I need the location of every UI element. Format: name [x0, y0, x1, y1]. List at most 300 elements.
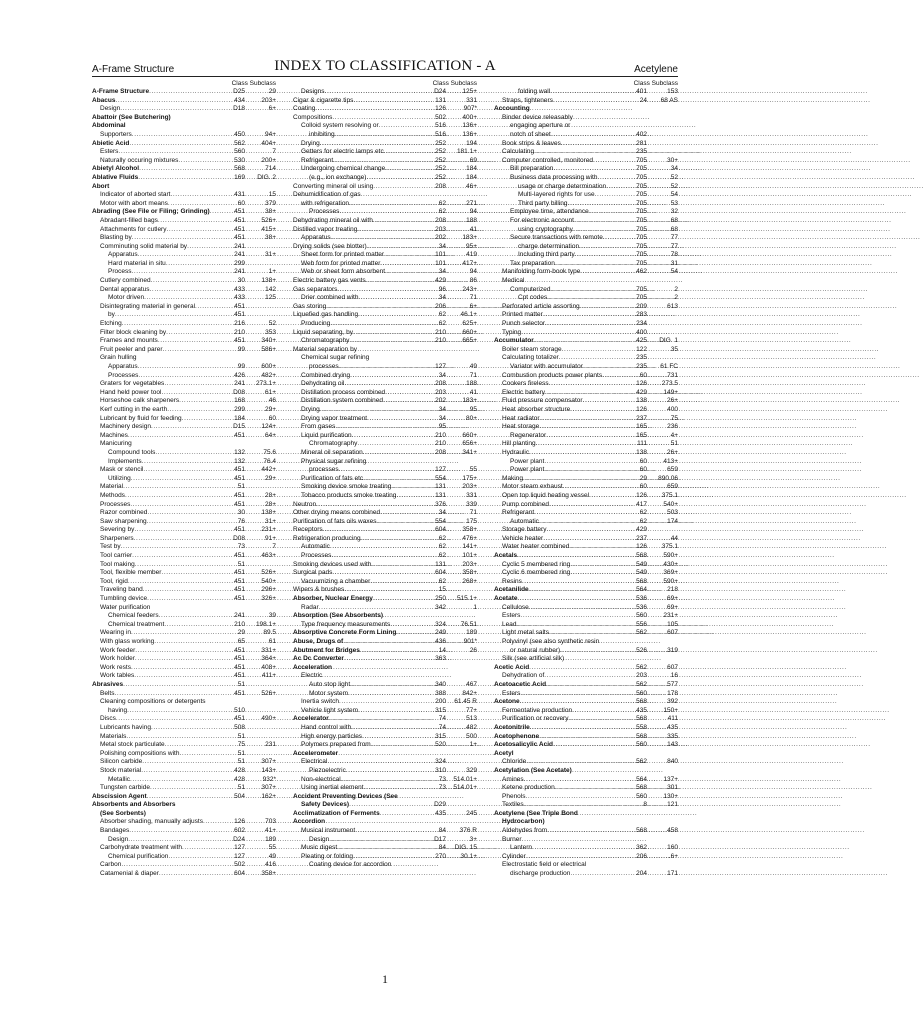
entry-term: Cyclic 6 membered ring	[502, 569, 571, 577]
entry-subclass: 307+	[261, 784, 276, 792]
entry-subclass: 218	[667, 586, 678, 594]
index-entry	[494, 733, 678, 742]
entry-class: 126	[435, 105, 446, 113]
entry-subclass: 77+	[465, 706, 477, 714]
index-entry	[293, 329, 477, 338]
leader-dots	[530, 724, 622, 733]
leader-dots	[540, 415, 622, 424]
leader-dots	[526, 793, 623, 802]
index-entry	[293, 114, 477, 123]
leader-dots	[579, 243, 622, 252]
entry-class: 203	[636, 672, 647, 680]
entry-class: 363	[435, 655, 446, 663]
entry-subclass: 71	[469, 509, 477, 517]
index-entry	[293, 243, 477, 252]
entry-class: 216	[234, 320, 245, 328]
entry-class: 562	[636, 758, 647, 766]
index-entry	[293, 655, 477, 664]
entry-class: 315	[435, 706, 446, 714]
index-entry	[494, 268, 678, 277]
entry-term: Saw sharpening	[100, 517, 147, 525]
entry-term: With glass working	[100, 638, 155, 645]
entry-class: 235	[636, 148, 647, 156]
index-entry	[293, 707, 477, 716]
leader-dots	[562, 346, 622, 355]
entry-term: Acetanilide	[494, 586, 529, 594]
leader-dots	[319, 604, 421, 613]
entry-term: Type frequency measurements	[301, 620, 391, 628]
leader-dots	[367, 243, 421, 252]
entry-class: 51	[237, 732, 245, 740]
entry-class: 429	[636, 388, 647, 396]
leader-dots	[125, 492, 220, 501]
entry-class: 564	[636, 586, 647, 594]
entry-subclass: 76.51	[460, 620, 477, 628]
index-entry	[494, 604, 678, 613]
index-columns	[92, 79, 678, 879]
entry-class: 462	[636, 268, 647, 276]
entry-subclass: 540+	[663, 500, 678, 508]
entry-term: Metallic	[108, 775, 131, 783]
index-entry	[293, 621, 477, 630]
entry-term: From gases	[301, 423, 336, 431]
leader-dots	[555, 260, 622, 269]
leader-dots	[366, 174, 421, 183]
entry-class: 60	[639, 483, 647, 491]
index-entry	[494, 294, 678, 303]
entry-term: Tool, flexible member	[100, 569, 162, 577]
entry-term: Graters for vegetables	[100, 380, 165, 388]
leader-dots	[122, 320, 220, 329]
entry-subclass: 149+	[663, 388, 678, 396]
entry-term: Grain hulling	[100, 354, 137, 362]
entry-class: 705	[636, 199, 647, 207]
header-rule	[92, 76, 678, 77]
entry-class: 568	[636, 698, 647, 706]
index-entry	[92, 174, 276, 183]
index-entry	[494, 552, 678, 561]
entry-class: 281	[636, 139, 647, 147]
entry-class: 451	[234, 646, 245, 654]
entry-class: 705	[636, 165, 647, 173]
entry-subclass: 375.1	[661, 491, 678, 499]
index-entry	[92, 578, 276, 587]
leader-dots	[203, 818, 220, 827]
entry-subclass: 38+	[264, 234, 276, 242]
leader-dots	[526, 853, 622, 862]
entry-term: or natural rubber)	[510, 646, 561, 654]
entry-term: Cyclic 5 membered ring	[502, 560, 571, 568]
index-entry	[494, 853, 678, 862]
leader-dots	[154, 638, 220, 647]
entry-term: Automatic	[510, 517, 539, 525]
entry-term: (e.g., ion exchange)	[309, 173, 367, 181]
entry-class: 502	[435, 113, 446, 121]
leader-dots	[195, 303, 220, 312]
entry-term: Stock material	[100, 766, 142, 774]
entry-term: Phenols	[502, 792, 526, 800]
entry-class: 15	[438, 586, 446, 594]
entry-term: Abrasives	[92, 680, 124, 688]
entry-class: 510	[234, 706, 245, 714]
entry-class: 451	[234, 655, 245, 663]
index-entry	[92, 767, 276, 776]
entry-class: 568	[636, 732, 647, 740]
leader-dots	[161, 569, 220, 578]
entry-class: 402	[636, 130, 647, 138]
entry-subclass: 125+	[462, 88, 477, 95]
index-entry	[494, 741, 678, 750]
entry-subclass: 901*	[463, 638, 477, 645]
leader-dots	[166, 329, 220, 338]
leader-dots	[384, 251, 421, 260]
leader-dots	[344, 655, 421, 664]
entry-class: 283	[636, 311, 647, 319]
entry-class: 250	[435, 595, 446, 603]
entry-subclass: 68	[670, 216, 678, 224]
entry-class: 14	[438, 646, 446, 654]
entry-class: 241	[234, 242, 245, 250]
entry-class: 705	[636, 173, 647, 181]
entry-class: 60	[237, 199, 245, 207]
index-entry	[92, 741, 276, 750]
entry-term: Motor driven	[108, 294, 145, 302]
leader-dots	[335, 131, 421, 140]
leader-dots	[155, 449, 220, 458]
index-entry	[293, 681, 477, 690]
leader-dots	[360, 647, 421, 656]
entry-subclass: 71	[469, 294, 477, 302]
entry-subclass: 26+	[666, 448, 678, 456]
index-entry	[494, 260, 678, 269]
entry-class: 34	[438, 268, 446, 276]
leader-dots	[126, 733, 220, 742]
leader-dots	[371, 561, 421, 570]
entry-class: 549	[636, 560, 647, 568]
leader-dots	[549, 629, 622, 638]
entry-term: Musical instrument	[301, 827, 356, 835]
entry-class: 208	[435, 216, 446, 224]
index-entry	[92, 707, 276, 716]
entry-term: Manicuring	[100, 440, 132, 448]
entry-term: Tool carrier	[100, 552, 133, 560]
entry-term: processes	[309, 363, 339, 370]
leader-dots	[130, 501, 220, 510]
entry-subclass: 171	[667, 870, 678, 878]
leader-dots	[380, 260, 421, 269]
leader-dots	[547, 294, 622, 303]
entry-term: Gas storing	[293, 302, 327, 310]
entry-subclass: 458	[667, 827, 678, 835]
entry-term: Undergoing chemical change	[301, 165, 386, 173]
entry-subclass: 39	[268, 612, 276, 620]
entry-term: Computer controlled, monitored	[502, 156, 594, 164]
index-entry	[92, 200, 276, 209]
index-entry	[293, 750, 477, 759]
index-entry	[293, 217, 477, 226]
entry-term: Filter block cleaning by	[100, 328, 167, 336]
entry-subclass: 178	[667, 689, 678, 697]
entry-term: Tobacco products smoke treating	[301, 491, 397, 499]
entry-subclass: 660+	[462, 328, 477, 336]
entry-class: 451	[234, 595, 245, 603]
entry-subclass: 411+	[261, 672, 276, 680]
index-entry	[494, 836, 678, 845]
entry-subclass: 665+	[462, 337, 477, 345]
entry-class: 428	[234, 775, 245, 783]
entry-term: Sharpeners	[100, 534, 134, 542]
entry-class: 127	[435, 466, 446, 474]
entry-term: Chemical purification	[108, 852, 169, 860]
index-entry	[92, 234, 276, 243]
index-entry	[293, 475, 477, 484]
entry-class: 252	[435, 173, 446, 181]
entry-term: Piezoelectric	[309, 766, 346, 774]
entry-class: 568	[636, 552, 647, 560]
entry-subclass: 714	[265, 165, 276, 173]
index-entry	[293, 251, 477, 260]
leader-dots	[583, 397, 622, 406]
entry-term: Coating device for accordion	[309, 861, 392, 869]
leader-dots	[121, 861, 220, 870]
entry-subclass: 30+	[666, 156, 678, 164]
entry-subclass: 75	[670, 414, 678, 422]
entry-class: 126	[636, 543, 647, 551]
entry-term: Music digest	[301, 844, 338, 852]
index-entry	[494, 690, 678, 699]
index-entry	[92, 294, 276, 303]
entry-class: 249	[435, 629, 446, 637]
entry-class: 208	[435, 448, 446, 456]
entry-term: Chemical feeders	[108, 612, 159, 620]
index-entry	[494, 140, 678, 149]
entry-class: 705	[636, 208, 647, 216]
entry-subclass: 55	[469, 466, 477, 474]
leader-dots	[128, 836, 220, 845]
entry-subclass: 52	[670, 182, 678, 190]
entry-class: 200	[435, 698, 446, 706]
entry-subclass: 476+	[462, 534, 477, 542]
index-entry	[92, 208, 276, 217]
index-entry	[92, 827, 276, 836]
entry-class: 508	[234, 723, 245, 731]
index-entry	[494, 346, 678, 355]
index-entry	[494, 277, 678, 286]
entry-term: notch of sheet	[510, 130, 551, 138]
entry-term: A-Frame Structure	[92, 88, 150, 95]
index-entry	[92, 492, 276, 501]
index-entry	[92, 655, 276, 664]
index-entry	[92, 88, 276, 97]
leader-dots	[560, 647, 622, 656]
leader-dots	[563, 483, 622, 492]
entry-term: Wearing in	[100, 629, 131, 637]
index-entry	[494, 97, 678, 106]
entry-term: Cigar & cigarette tips	[293, 96, 354, 104]
entry-subclass: 6+	[268, 105, 276, 113]
entry-subclass: 339	[466, 500, 477, 508]
entry-term: Wipers & brushes	[293, 586, 345, 594]
index-entry	[494, 432, 678, 441]
entry-class: 451	[234, 302, 245, 310]
entry-class: 451	[234, 491, 245, 499]
entry-subclass: 26+	[666, 397, 678, 405]
entry-class: 73	[237, 543, 245, 551]
entry-term: Frames and mounts	[100, 337, 158, 345]
entry-subclass: 143	[667, 741, 678, 749]
entry-term: Esters	[502, 689, 521, 697]
leader-dots	[164, 380, 220, 389]
leader-dots	[168, 853, 220, 862]
entry-class: 62	[438, 534, 446, 542]
leader-dots	[517, 595, 622, 604]
entry-subclass: 125	[265, 294, 276, 302]
index-entry	[494, 122, 678, 131]
entry-term: Absorber shading, manually adjusts	[100, 818, 203, 826]
index-entry	[92, 372, 276, 381]
entry-class: 202	[435, 397, 446, 405]
entry-class: 604	[234, 870, 245, 878]
entry-term: Acetyl	[494, 749, 514, 757]
leader-dots	[150, 784, 220, 793]
index-entry	[293, 776, 477, 785]
entry-term: Resins	[502, 577, 522, 585]
index-entry	[494, 303, 678, 312]
entry-subclass: 136+	[462, 130, 477, 138]
leader-dots	[532, 844, 622, 853]
entry-term: Storage battery	[502, 526, 547, 534]
entry-subclass: 435	[667, 723, 678, 731]
leader-dots	[341, 776, 421, 785]
leader-dots	[391, 483, 421, 492]
entry-term: Inertia switch	[301, 698, 339, 706]
index-entry	[494, 569, 678, 578]
entry-term: Machinery design	[100, 423, 151, 431]
index-entry	[92, 818, 276, 827]
leader-dots	[123, 681, 220, 690]
index-entry	[293, 578, 477, 587]
entry-class: 426	[234, 371, 245, 379]
entry-subclass: 659	[667, 466, 678, 474]
entry-subclass: 80+	[465, 414, 477, 422]
entry-subclass: 656+	[462, 440, 477, 448]
entry-class: 203	[435, 388, 446, 396]
entry-class: 604	[435, 569, 446, 577]
leader-dots	[151, 277, 220, 286]
entry-term: Combustion products power plants	[502, 371, 603, 379]
index-entry	[494, 818, 678, 827]
leader-dots	[178, 157, 220, 166]
leader-dots	[127, 707, 220, 716]
entry-subclass: 245	[466, 809, 477, 817]
index-column-2	[293, 79, 477, 879]
leader-dots	[120, 105, 220, 114]
leader-dots	[547, 827, 622, 836]
index-entry	[92, 346, 276, 355]
leader-dots	[362, 733, 421, 742]
entry-term: Water purification	[100, 603, 151, 611]
index-entry	[92, 397, 276, 406]
entry-class: 425	[636, 337, 647, 345]
index-entry	[494, 870, 678, 879]
index-entry	[293, 234, 477, 243]
entry-class: D15	[233, 423, 245, 431]
entry-term: Accelerometer	[293, 749, 339, 757]
index-entry	[293, 140, 477, 149]
leader-dots	[147, 793, 220, 802]
leader-dots	[339, 363, 421, 372]
index-entry	[494, 466, 678, 475]
leader-dots	[128, 432, 220, 441]
index-entry	[494, 827, 678, 836]
entry-subclass: 61+	[264, 388, 276, 396]
entry-subclass: 142	[265, 285, 276, 293]
entry-term: Ketene production	[502, 784, 555, 792]
entry-term: Medical	[502, 277, 525, 285]
entry-subclass: 590+	[663, 552, 678, 560]
index-entry	[293, 552, 477, 561]
entry-subclass: 51	[670, 440, 678, 448]
index-entry	[293, 836, 477, 845]
leader-dots	[570, 561, 622, 570]
entry-class: 401	[636, 88, 647, 95]
index-entry	[494, 586, 678, 595]
leader-dots	[373, 217, 421, 226]
entry-term: Disintegrating material in general	[100, 302, 196, 310]
entry-class: 310	[435, 766, 446, 774]
index-entry	[293, 268, 477, 277]
leader-dots	[332, 114, 421, 123]
leader-dots	[572, 707, 622, 716]
leader-dots	[523, 475, 622, 484]
entry-class: 568	[234, 165, 245, 173]
index-entry	[293, 320, 477, 329]
entry-class: 705	[636, 251, 647, 259]
entry-subclass: 60	[268, 414, 276, 422]
entry-subclass: 94+	[264, 130, 276, 138]
entry-term: Abort	[92, 182, 110, 190]
entry-term: Kerf cutting in the earth	[100, 405, 168, 413]
entry-subclass: 307+	[261, 758, 276, 766]
entry-subclass: 29	[268, 88, 276, 95]
index-entry	[494, 672, 678, 681]
entry-term: Work rests	[100, 663, 131, 671]
entry-class: 30	[237, 277, 245, 285]
leader-dots	[134, 535, 220, 544]
entry-class: 165	[636, 431, 647, 439]
entry-subclass: 376 R	[459, 827, 477, 835]
entry-term: Apparatus	[108, 251, 138, 259]
entry-class: 101	[435, 251, 446, 259]
entry-term: Drying solids (see blotter)	[293, 242, 367, 250]
entry-subclass: 358+	[261, 870, 276, 878]
entry-class: 376	[435, 500, 446, 508]
entry-term: Abradant-filled bags	[100, 216, 158, 224]
leader-dots	[135, 655, 220, 664]
leader-dots	[367, 415, 421, 424]
entry-term: Lantern	[510, 844, 533, 852]
index-entry	[494, 208, 678, 217]
entry-class: 530	[234, 156, 245, 164]
leader-dots	[348, 690, 421, 699]
index-entry	[293, 569, 477, 578]
entry-term: Hard material in situ	[108, 259, 166, 267]
entry-subclass: 319	[667, 646, 678, 654]
index-entry	[494, 776, 678, 785]
entry-class: 560	[636, 741, 647, 749]
entry-subclass: 76.4	[263, 457, 276, 465]
leader-dots	[396, 629, 421, 638]
